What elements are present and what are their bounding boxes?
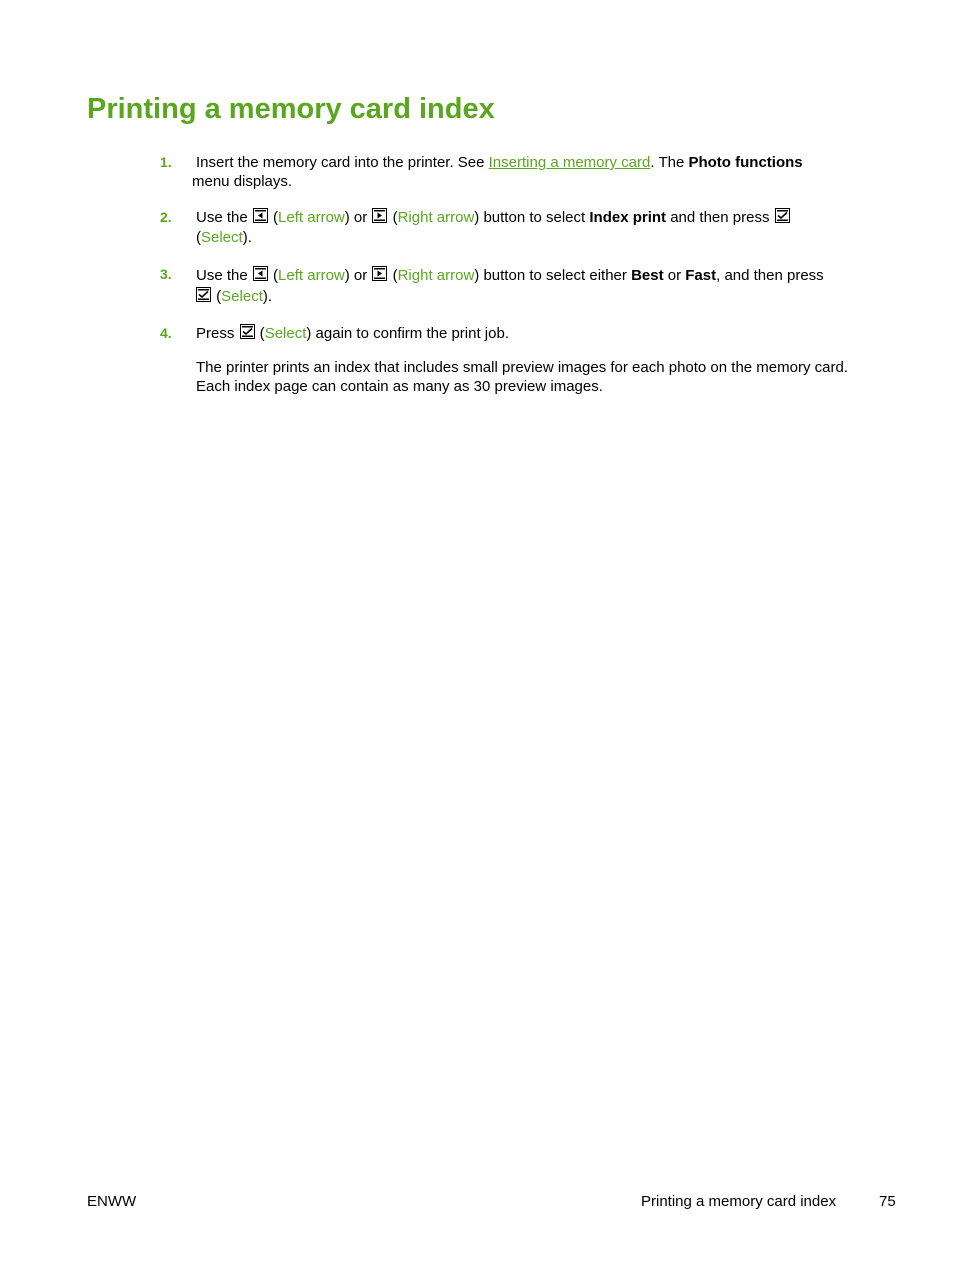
photo-functions-label: Photo functions [688, 154, 803, 171]
left-arrow-button-icon [253, 208, 268, 223]
right-arrow-button-icon [372, 208, 387, 223]
step-body [196, 208, 868, 248]
step-body [196, 265, 868, 307]
fast-label: Fast [685, 267, 717, 284]
text: and then press [666, 209, 774, 226]
text: ) or [344, 267, 372, 284]
text: Use the [196, 267, 252, 284]
step-body [196, 324, 868, 396]
text: menu displays. [192, 173, 293, 190]
text: ) or [344, 209, 372, 226]
select-button-icon [775, 208, 790, 223]
footer-page-number: 75 [879, 1193, 896, 1210]
step-text [192, 153, 868, 191]
select-label: Select [201, 229, 243, 246]
text: , and then press [716, 267, 824, 284]
select-button-icon [240, 324, 255, 339]
step-text: Use the (Left arrow) or (Right arrow) button to select Index print and then press (Select). [196, 208, 868, 248]
left-arrow-button-icon [253, 266, 268, 281]
step-number: 4. [160, 325, 172, 341]
right-arrow-button-icon [372, 266, 387, 281]
text: Use the [196, 209, 252, 226]
text: ) button to select either [474, 267, 632, 284]
select-label: Select [221, 288, 263, 305]
text: ) button to select [474, 209, 590, 226]
text: Press [196, 325, 239, 342]
footer-left: ENWW [87, 1193, 137, 1210]
text: Insert the memory card into the printer. See [196, 154, 489, 171]
text: ). [242, 229, 252, 246]
index-print-label: Index print [589, 209, 667, 226]
page-title: Printing a memory card index [87, 93, 495, 125]
step-note: The printer prints an index that includes small preview images for each photo on the memory card. Each index page can contain as many as 30 preview images. [196, 359, 848, 395]
right-arrow-label: Right arrow [397, 209, 475, 226]
step-body [192, 153, 868, 191]
inserting-memory-card-link[interactable]: Inserting a memory card [488, 154, 651, 171]
text: . The [650, 154, 689, 171]
text: or [663, 267, 686, 284]
step-text: Use the (Left arrow) or (Right arrow) button to select either Best or Fast, and then press (Select). [196, 267, 824, 305]
step-number: 3. [160, 266, 172, 282]
footer-title: Printing a memory card index [641, 1193, 837, 1210]
left-arrow-label: Left arrow [278, 267, 345, 284]
best-label: Best [631, 267, 664, 284]
step-number: 1. [160, 154, 172, 170]
text: ) again to confirm the print job. [306, 325, 509, 342]
left-arrow-label: Left arrow [278, 209, 345, 226]
right-arrow-label: Right arrow [397, 267, 475, 284]
select-label: Select [264, 325, 307, 342]
text: ). [262, 288, 273, 305]
step-number: 2. [160, 209, 172, 225]
select-button-icon [196, 287, 211, 302]
step-text: Press (Select) again to confirm the print job. [196, 325, 509, 342]
